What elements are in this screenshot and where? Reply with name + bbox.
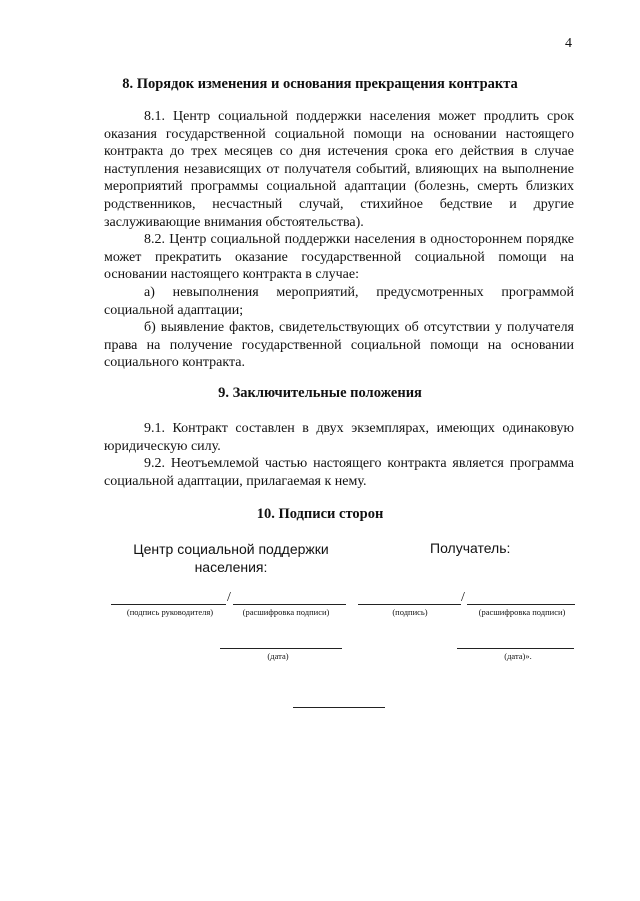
paragraph-8-2: 8.2. Центр социальной поддержки населения в одностороннем порядке может прекратить оказание государственной социальной помощи на основании настоящего контракта в случае: [104, 232, 574, 283]
section-10-title: 10. Подписи сторон [256, 506, 384, 522]
paragraph-9-1: 9.1. Контракт составлен в двух экземплярах, имеющих одинаковую юридическую силу. [104, 421, 574, 454]
date-line-right [457, 648, 574, 649]
paragraph-8-2-a: а) невыполнения мероприятий, предусмотренных программой социальной адаптации; [104, 284, 574, 318]
page-number: 4 [565, 36, 572, 51]
decode-signature-line-left [233, 604, 346, 605]
paragraph-8-1: 8.1. Центр социальной поддержки населения может продлить срок оказания государственной социальной помощи на основании настоящего контракта до трех месяцев со дня истечения срока его действия в случае наступления независящих от получателя событий, влияющих на выполнение мероприятий программы социальной адаптации (болезнь, смерть близких родственников, несчастный случай, стихийное бедствие и другие заслуживающие внимания обстоятельства). [104, 109, 574, 230]
date-line-left [220, 648, 342, 649]
slash-right: / [461, 590, 465, 605]
right-party-label: Получатель: [430, 540, 511, 556]
section-9-title: 9. Заключительные положения [218, 385, 422, 401]
paragraph-8-2-b: б) выявление фактов, свидетельствующих об отсутствии у получателя права на получение государственной социальной помощи на основании социального контракта. [104, 320, 574, 371]
caption-recipient-signature: (подпись) [392, 607, 428, 617]
closing-rule [293, 707, 385, 708]
caption-date-right: (дата)». [504, 651, 532, 661]
caption-head-signature: (подпись руководителя) [126, 607, 214, 617]
recipient-signature-line [358, 604, 461, 605]
slash-left: / [227, 590, 231, 605]
left-party-label [133, 540, 329, 576]
left-party-line2: населения: [194, 559, 268, 575]
section-9-body [104, 420, 574, 490]
caption-date-left: (дата) [267, 651, 289, 661]
decode-signature-line-right [467, 604, 575, 605]
left-party-line1: Центр социальной поддержки [133, 541, 329, 557]
caption-decode-right: (расшифровка подписи) [478, 607, 566, 617]
section-8-title: 8. Порядок изменения и основания прекращения контракта [122, 76, 518, 92]
section-8-body [104, 108, 574, 372]
head-signature-line [111, 604, 226, 605]
paragraph-9-2: 9.2. Неотъемлемой частью настоящего контракта является программа социальной адаптации, прилагаемая к нему. [104, 456, 574, 489]
caption-decode-left: (расшифровка подписи) [242, 607, 330, 617]
